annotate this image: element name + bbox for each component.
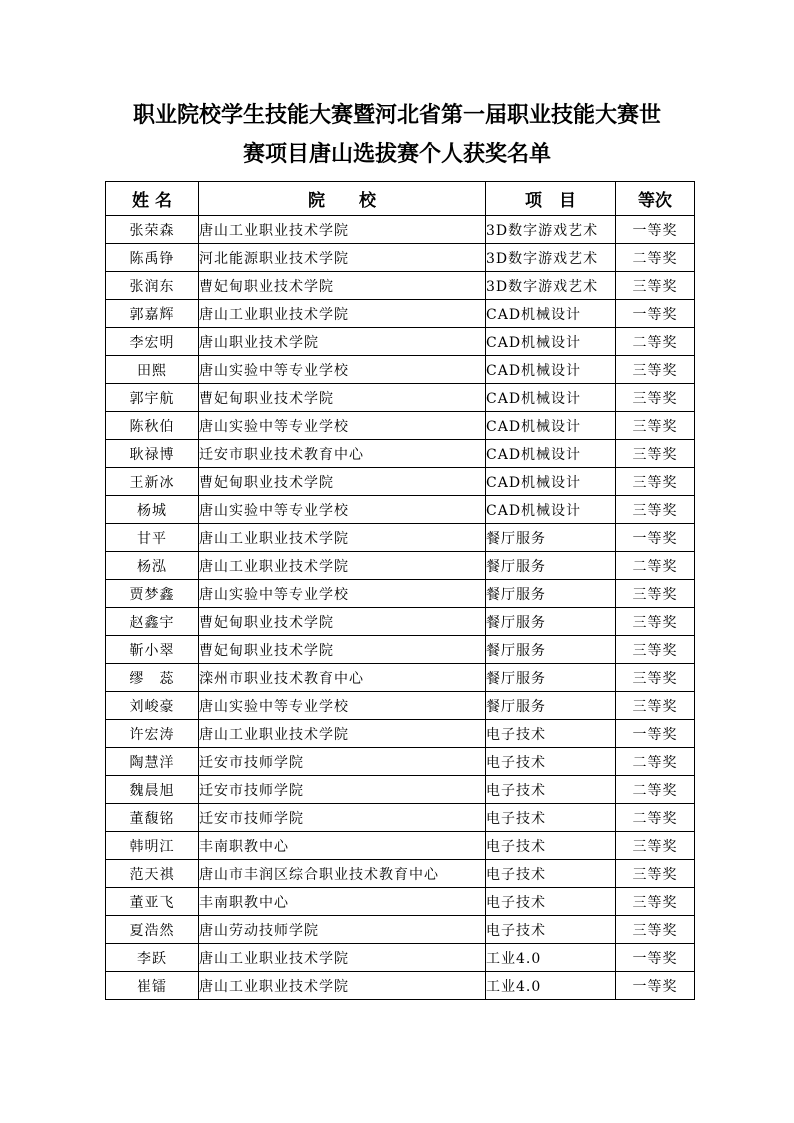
table-row — [106, 608, 695, 636]
table-row — [106, 244, 695, 272]
rank-cell: 一等奖 — [616, 524, 695, 552]
rank-cell: 一等奖 — [616, 300, 695, 328]
table-body — [106, 216, 695, 1000]
rank-cell: 一等奖 — [616, 972, 695, 1000]
rank-cell: 三等奖 — [616, 636, 695, 664]
rank-cell: 一等奖 — [616, 720, 695, 748]
name-cell: 夏浩然 — [106, 916, 199, 944]
header-name: 姓 名 — [106, 182, 199, 216]
event-cell: 3D数字游戏艺术 — [486, 244, 616, 272]
name-cell: 郭嘉辉 — [106, 300, 199, 328]
name-cell: 崔镭 — [106, 972, 199, 1000]
school-cell: 唐山工业职业技术学院 — [199, 216, 486, 244]
school-cell: 唐山工业职业技术学院 — [199, 300, 486, 328]
table-row — [106, 272, 695, 300]
event-cell: 电子技术 — [486, 888, 616, 916]
awards-table — [105, 181, 695, 1000]
rank-cell: 一等奖 — [616, 944, 695, 972]
school-cell: 曹妃甸职业技术学院 — [199, 608, 486, 636]
event-cell: 餐厅服务 — [486, 664, 616, 692]
event-cell: 3D数字游戏艺术 — [486, 272, 616, 300]
rank-cell: 三等奖 — [616, 860, 695, 888]
event-cell: 工业4.0 — [486, 972, 616, 1000]
event-cell: CAD机械设计 — [486, 496, 616, 524]
table-row — [106, 776, 695, 804]
name-cell: 张润东 — [106, 272, 199, 300]
rank-cell: 三等奖 — [616, 832, 695, 860]
title-line-2: 赛项目唐山选拔赛个人获奖名单 — [242, 141, 551, 167]
rank-cell: 三等奖 — [616, 608, 695, 636]
name-cell: 陶慧洋 — [106, 748, 199, 776]
title-line-1: 职业院校学生技能大赛暨河北省第一届职业技能大赛世 — [132, 102, 661, 128]
school-cell: 唐山工业职业技术学院 — [199, 552, 486, 580]
table-row — [106, 832, 695, 860]
name-cell: 范天祺 — [106, 860, 199, 888]
table-row — [106, 524, 695, 552]
table-row — [106, 552, 695, 580]
event-cell: 电子技术 — [486, 916, 616, 944]
name-cell: 陈秋伯 — [106, 412, 199, 440]
rank-cell: 二等奖 — [616, 552, 695, 580]
event-cell: 餐厅服务 — [486, 580, 616, 608]
table-row — [106, 412, 695, 440]
school-cell: 曹妃甸职业技术学院 — [199, 468, 486, 496]
table-row — [106, 216, 695, 244]
name-cell: 缪 蕊 — [106, 664, 199, 692]
name-cell: 张荣森 — [106, 216, 199, 244]
event-cell: 电子技术 — [486, 720, 616, 748]
name-cell: 郭宇航 — [106, 384, 199, 412]
event-cell: 3D数字游戏艺术 — [486, 216, 616, 244]
table-row — [106, 692, 695, 720]
rank-cell: 一等奖 — [616, 216, 695, 244]
table-row — [106, 972, 695, 1000]
table-row — [106, 888, 695, 916]
school-cell: 唐山职业技术学院 — [199, 328, 486, 356]
rank-cell: 二等奖 — [616, 748, 695, 776]
header-school: 院 校 — [199, 182, 486, 216]
table-row — [106, 580, 695, 608]
event-cell: 餐厅服务 — [486, 692, 616, 720]
name-cell: 甘平 — [106, 524, 199, 552]
name-cell: 杨城 — [106, 496, 199, 524]
school-cell: 迁安市技师学院 — [199, 748, 486, 776]
school-cell: 唐山实验中等专业学校 — [199, 412, 486, 440]
table-row — [106, 300, 695, 328]
event-cell: 餐厅服务 — [486, 524, 616, 552]
table-row — [106, 440, 695, 468]
table-row — [106, 328, 695, 356]
rank-cell: 三等奖 — [616, 496, 695, 524]
table-row — [106, 356, 695, 384]
name-cell: 魏晨旭 — [106, 776, 199, 804]
table-row — [106, 468, 695, 496]
document-title — [60, 96, 734, 174]
name-cell: 李宏明 — [106, 328, 199, 356]
event-cell: 餐厅服务 — [486, 636, 616, 664]
school-cell: 河北能源职业技术学院 — [199, 244, 486, 272]
name-cell: 韩明江 — [106, 832, 199, 860]
name-cell: 赵鑫宇 — [106, 608, 199, 636]
school-cell: 曹妃甸职业技术学院 — [199, 384, 486, 412]
event-cell: CAD机械设计 — [486, 356, 616, 384]
table-row — [106, 664, 695, 692]
table-row — [106, 944, 695, 972]
event-cell: 电子技术 — [486, 804, 616, 832]
event-cell: 电子技术 — [486, 776, 616, 804]
school-cell: 唐山实验中等专业学校 — [199, 496, 486, 524]
rank-cell: 二等奖 — [616, 328, 695, 356]
rank-cell: 三等奖 — [616, 580, 695, 608]
header-rank: 等次 — [616, 182, 695, 216]
name-cell: 杨泓 — [106, 552, 199, 580]
event-cell: CAD机械设计 — [486, 384, 616, 412]
rank-cell: 三等奖 — [616, 664, 695, 692]
rank-cell: 二等奖 — [616, 244, 695, 272]
school-cell: 唐山实验中等专业学校 — [199, 580, 486, 608]
name-cell: 王新冰 — [106, 468, 199, 496]
school-cell: 唐山实验中等专业学校 — [199, 356, 486, 384]
rank-cell: 三等奖 — [616, 412, 695, 440]
name-cell: 李跃 — [106, 944, 199, 972]
event-cell: 电子技术 — [486, 860, 616, 888]
table-row — [106, 384, 695, 412]
table-row — [106, 916, 695, 944]
school-cell: 曹妃甸职业技术学院 — [199, 636, 486, 664]
school-cell: 迁安市职业技术教育中心 — [199, 440, 486, 468]
name-cell: 刘峻豪 — [106, 692, 199, 720]
school-cell: 唐山工业职业技术学院 — [199, 524, 486, 552]
rank-cell: 三等奖 — [616, 356, 695, 384]
name-cell: 许宏涛 — [106, 720, 199, 748]
event-cell: CAD机械设计 — [486, 328, 616, 356]
school-cell: 唐山工业职业技术学院 — [199, 944, 486, 972]
school-cell: 滦州市职业技术教育中心 — [199, 664, 486, 692]
rank-cell: 三等奖 — [616, 916, 695, 944]
event-cell: 餐厅服务 — [486, 552, 616, 580]
name-cell: 董亚飞 — [106, 888, 199, 916]
rank-cell: 三等奖 — [616, 468, 695, 496]
event-cell: 工业4.0 — [486, 944, 616, 972]
event-cell: 电子技术 — [486, 748, 616, 776]
table-row — [106, 748, 695, 776]
rank-cell: 三等奖 — [616, 272, 695, 300]
name-cell: 董馥铭 — [106, 804, 199, 832]
rank-cell: 三等奖 — [616, 440, 695, 468]
table-row — [106, 860, 695, 888]
event-cell: CAD机械设计 — [486, 468, 616, 496]
table-row — [106, 804, 695, 832]
school-cell: 唐山工业职业技术学院 — [199, 720, 486, 748]
rank-cell: 二等奖 — [616, 776, 695, 804]
school-cell: 唐山实验中等专业学校 — [199, 692, 486, 720]
event-cell: 餐厅服务 — [486, 608, 616, 636]
rank-cell: 三等奖 — [616, 692, 695, 720]
event-cell: CAD机械设计 — [486, 440, 616, 468]
table-row — [106, 720, 695, 748]
rank-cell: 三等奖 — [616, 888, 695, 916]
rank-cell: 二等奖 — [616, 804, 695, 832]
name-cell: 贾梦鑫 — [106, 580, 199, 608]
name-cell: 耿禄博 — [106, 440, 199, 468]
table-row — [106, 636, 695, 664]
table-row — [106, 496, 695, 524]
school-cell: 迁安市技师学院 — [199, 804, 486, 832]
name-cell: 陈禹铮 — [106, 244, 199, 272]
event-cell: CAD机械设计 — [486, 412, 616, 440]
name-cell: 田熙 — [106, 356, 199, 384]
event-cell: CAD机械设计 — [486, 300, 616, 328]
rank-cell: 三等奖 — [616, 384, 695, 412]
event-cell: 电子技术 — [486, 832, 616, 860]
school-cell: 唐山工业职业技术学院 — [199, 972, 486, 1000]
school-cell: 丰南职教中心 — [199, 888, 486, 916]
header-event: 项 目 — [486, 182, 616, 216]
name-cell: 靳小翠 — [106, 636, 199, 664]
table-header-row — [106, 182, 695, 216]
school-cell: 迁安市技师学院 — [199, 776, 486, 804]
school-cell: 曹妃甸职业技术学院 — [199, 272, 486, 300]
school-cell: 唐山市丰润区综合职业技术教育中心 — [199, 860, 486, 888]
school-cell: 唐山劳动技师学院 — [199, 916, 486, 944]
school-cell: 丰南职教中心 — [199, 832, 486, 860]
